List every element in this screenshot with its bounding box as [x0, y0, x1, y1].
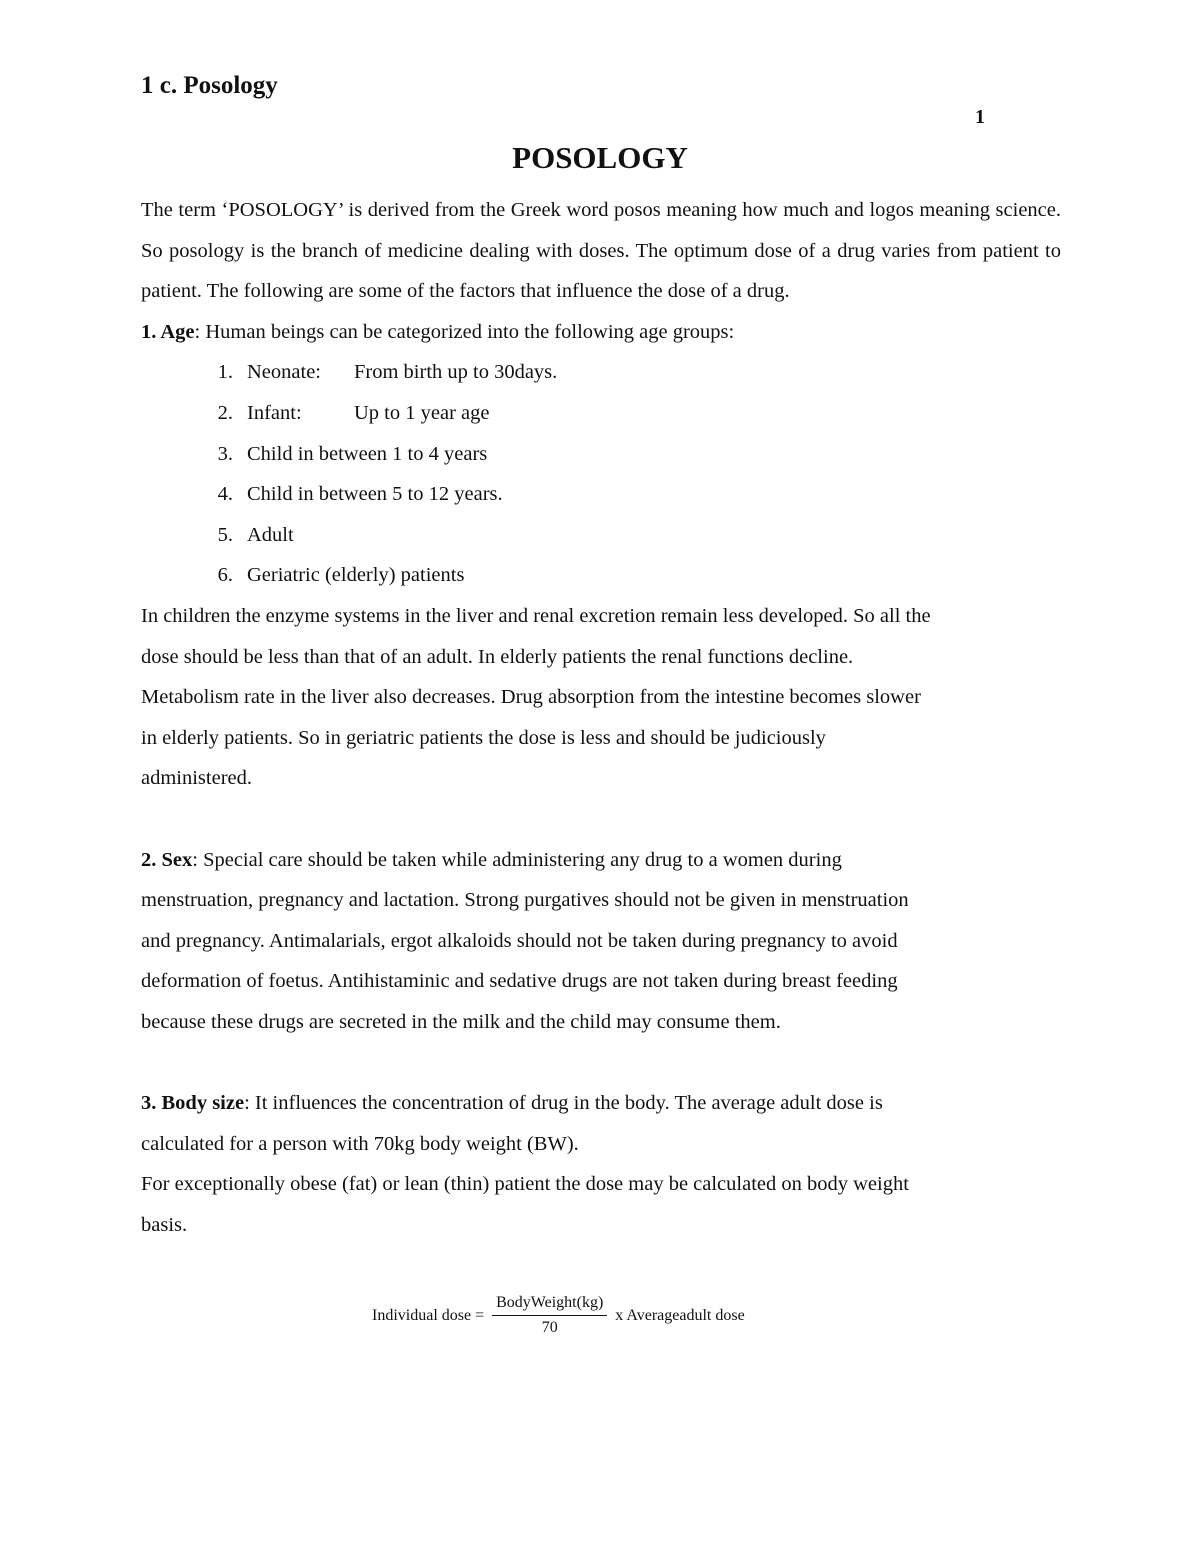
age-label: 1. Age [141, 320, 195, 343]
formula-rhs: x Averageadult dose [615, 1306, 745, 1324]
age-paragraph-line: administered. [141, 767, 253, 790]
body-size-label: 3. Body size [141, 1092, 245, 1115]
age-groups-list [141, 352, 1061, 596]
page-number: 1 [975, 106, 985, 128]
intro-paragraph: The term ‘POSOLOGY’ is derived from the Greek word posos meaning how much and logos meaning science. So posology is the branch of medicine dealing with doses. The optimum dose of a drug varies from patient to patient. The following are some of the factors that influence the dose of a drug. [141, 199, 1061, 303]
sex-paragraph-line: menstruation, pregnancy and lactation. Strong purgatives should not be given in menstruation [141, 889, 909, 912]
paragraph-spacer [141, 1042, 1061, 1083]
list-item [141, 393, 1061, 434]
age-intro-text: : Human beings can be categorized into the following age groups: [194, 320, 735, 343]
age-paragraph-line: In children the enzyme systems in the liver and renal excretion remain less developed. So all the [141, 604, 931, 627]
list-item-text: Child in between 5 to 12 years. [247, 483, 503, 506]
formula-denominator: 70 [541, 1319, 558, 1336]
sex-paragraph-line: because these drugs are secreted in the milk and the child may consume them. [141, 1010, 781, 1033]
sex-paragraph-line: and pregnancy. Antimalarials, ergot alkaloids should not be taken during pregnancy to avoid [141, 929, 898, 952]
age-paragraph-line: in elderly patients. So in geriatric patients the dose is less and should be judiciously [141, 726, 826, 749]
age-section-heading [141, 312, 1061, 353]
list-item-term: Neonate: [247, 361, 321, 384]
paragraph-spacer [141, 799, 1061, 840]
body-size-paragraph-line: basis. [141, 1213, 188, 1236]
list-item-desc: Up to 1 year age [354, 401, 490, 424]
list-item-term: Infant: [247, 401, 302, 424]
list-item-number: 3. [217, 442, 233, 465]
main-title: POSOLOGY [512, 140, 688, 175]
list-item-text: Geriatric (elderly) patients [247, 564, 465, 587]
list-item-text: Child in between 1 to 4 years [247, 442, 488, 465]
sex-intro-text: : Special care should be taken while administering any drug to a women during [192, 848, 842, 871]
list-item-number: 4. [217, 483, 233, 506]
list-item-desc: From birth up to 30days. [354, 361, 558, 384]
sex-paragraph-line: deformation of foetus. Antihistaminic and sedative drugs are not taken during breast feeding [141, 970, 898, 993]
list-item-text: Adult [247, 523, 294, 546]
formula-lhs: Individual dose = [372, 1306, 485, 1324]
formula-numerator: BodyWeight(kg) [492, 1294, 607, 1316]
sex-label: 2. Sex [141, 848, 193, 871]
dose-formula [372, 1294, 745, 1337]
list-item [141, 352, 1061, 393]
formula-fraction [492, 1294, 607, 1337]
list-item-number: 6. [217, 564, 233, 587]
body-size-section-line [141, 1083, 1061, 1124]
list-item-number: 2. [217, 401, 233, 424]
body-size-intro-text: : It influences the concentration of drug in the body. The average adult dose is [244, 1092, 883, 1115]
list-item-number: 5. [217, 523, 233, 546]
sex-section-line [141, 840, 1061, 881]
age-paragraph-line: dose should be less than that of an adult. In elderly patients the renal functions decline. [141, 645, 854, 668]
list-item [141, 434, 1061, 475]
body-size-paragraph-line: For exceptionally obese (fat) or lean (thin) patient the dose may be calculated on body weight [141, 1173, 909, 1196]
document-body [141, 190, 1061, 1245]
list-item-number: 1. [217, 361, 233, 384]
list-item [141, 474, 1061, 515]
document-header-title: 1 c. Posology [141, 72, 278, 99]
list-item [141, 555, 1061, 596]
list-item [141, 515, 1061, 556]
body-size-paragraph-line: calculated for a person with 70kg body weight (BW). [141, 1132, 579, 1155]
age-paragraph-line: Metabolism rate in the liver also decreases. Drug absorption from the intestine becomes slower [141, 686, 921, 709]
